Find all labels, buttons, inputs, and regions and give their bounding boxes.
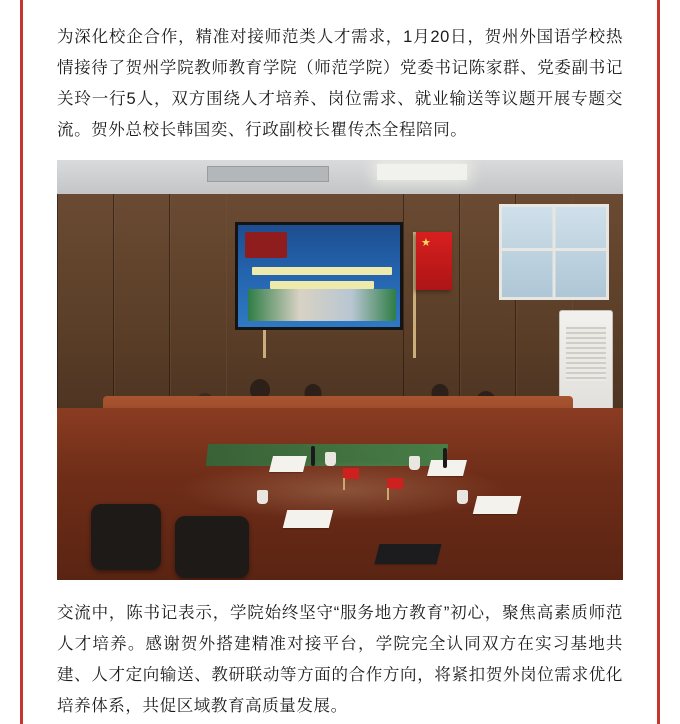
paragraph-first: 为深化校企合作，精准对接师范类人才需求，1月20日，贺州外国语学校热情接待了贺州学院教师教育学院（师范学院）党委书记陈家群、党委副书记关玲一行5人，双方围绕人才培养、岗位需求、就业输送等议题开展专题交流。贺外总校长韩国奕、行政副校长瞿传杰全程陪同。 [57,28,623,139]
ceiling [57,160,623,194]
desk-flag [387,478,403,489]
wall-panel [169,194,227,408]
window-mullion-horizontal [502,248,606,251]
school-emblem [245,232,287,258]
desk-microphone [443,448,447,468]
photo-scene [57,160,623,580]
projection-screen [235,222,403,330]
document-sheet [427,460,467,476]
tea-cup [457,490,468,504]
office-chair [175,516,249,578]
document-sheet [269,456,307,472]
tablet-device [375,544,442,564]
tea-cup [409,456,420,470]
flag-star: ★ [421,237,431,249]
desk-microphone [311,446,315,466]
national-flag-right [416,232,452,290]
window [499,204,609,300]
left-red-rule [20,0,23,724]
screen-title-line-1 [252,267,392,275]
wall-panel [113,194,171,408]
article-content [57,0,623,724]
document-sheet [473,496,521,514]
wall-panel [57,194,115,408]
ceiling-light [377,164,467,180]
screen-campus-image [248,289,396,321]
desk-flag [343,468,359,479]
tea-cup [257,490,268,504]
office-chair [91,504,161,570]
document-sheet [283,510,333,528]
screen-title-line-2 [270,281,374,289]
paragraph-second: 交流中，陈书记表示，学院始终坚守“服务地方教育”初心，聚焦高素质师范人才培养。感谢贺外搭建精准对接平台，学院完全认同双方在实习基地共建、人才定向输送、教研联动等方面的合作方向，将紧扣贺外岗位需求优化培养体系，共促区域教育高质量发展。 [57,604,623,715]
meeting-photo [57,160,623,580]
wall-panel [403,194,461,408]
right-red-rule [657,0,660,724]
tea-cup [325,452,336,466]
ceiling-vent [207,166,329,182]
window-mullion-vertical [553,207,556,297]
